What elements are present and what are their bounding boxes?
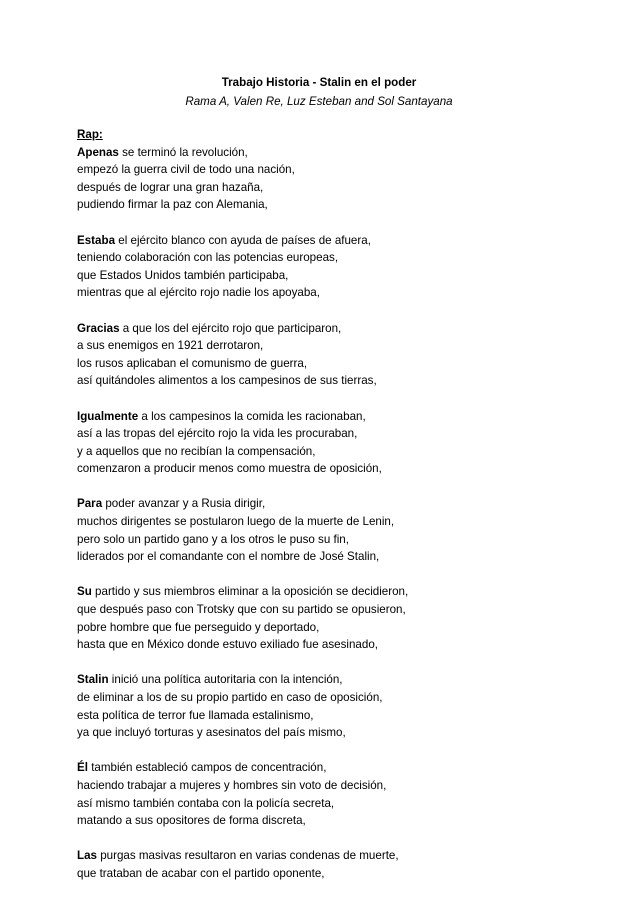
- stanza-lead-word: Estaba: [77, 233, 116, 247]
- stanza-line: pudiendo firmar la paz con Alemania,: [77, 198, 268, 212]
- stanza-lead-word: Él: [77, 761, 88, 775]
- stanza-line: liderados por el comandante con el nombre de José Stalin,: [77, 550, 380, 564]
- stanza-line: mientras que al ejército rojo nadie los apoyaba,: [77, 286, 320, 300]
- stanza-line: ya que incluyó torturas y asesinatos del país mismo,: [77, 726, 346, 740]
- stanza: [77, 583, 577, 653]
- stanza-line: que después paso con Trotsky que con su partido se opusieron,: [77, 603, 406, 617]
- stanza-first-line: [77, 144, 577, 162]
- stanza-lead-word: Su: [77, 585, 92, 599]
- document-title: Trabajo Historia - Stalin en el poder: [221, 76, 417, 89]
- stanza: [77, 847, 577, 882]
- stanza-lead-word: Las: [77, 849, 97, 863]
- stanza-lead-word: Para: [77, 497, 103, 511]
- stanza-first-line-text: a que los del ejército rojo que participaron,: [119, 321, 342, 335]
- stanza-line: los rusos aplicaban el comunismo de guerra,: [77, 356, 308, 370]
- stanza-line: esta política de terror fue llamada estalinismo,: [77, 708, 314, 722]
- stanza-line: comenzaron a producir menos como muestra de oposición,: [77, 462, 382, 476]
- stanza-lead-word: Igualmente: [77, 409, 139, 423]
- stanza: [77, 759, 577, 829]
- stanza: [77, 144, 577, 214]
- stanza-line: así a las tropas del ejército rojo la vida les procuraban,: [77, 427, 358, 441]
- stanza-lead-word: Stalin: [77, 673, 109, 687]
- stanza-first-line-text: partido y sus miembros eliminar a la oposición se decidieron,: [91, 585, 409, 599]
- stanza-lead-word: Gracias: [77, 321, 120, 335]
- stanza: [77, 495, 577, 565]
- stanza-line: de eliminar a los de su propio partido en caso de oposición,: [77, 691, 383, 704]
- stanza-line: haciendo trabajar a mujeres y hombres sin voto de decisión,: [77, 778, 387, 792]
- stanza-line: a sus enemigos en 1921 derrotaron,: [77, 339, 264, 353]
- stanza: [77, 408, 577, 478]
- stanza-first-line-text: purgas masivas resultaron en varias condenas de muerte,: [96, 849, 399, 863]
- stanza-first-line-text: el ejército blanco con ayuda de países de afuera,: [115, 233, 371, 247]
- stanza-line: que trataban de acabar con el partido oponente,: [77, 866, 325, 880]
- stanza-first-line-text: a los campesinos la comida les racionaban,: [138, 409, 366, 423]
- stanza-first-line-text: inició una política autoritaria con la intención,: [108, 673, 343, 687]
- stanza: [77, 320, 577, 390]
- stanza-line: hasta que en México donde estuvo exiliado fue asesinado,: [77, 638, 379, 652]
- stanza-first-line: [77, 847, 577, 865]
- stanza-line: después de lograr una gran hazaña,: [77, 180, 264, 194]
- stanza-first-line-text: se terminó la revolución,: [118, 145, 248, 159]
- stanza-line: pero solo un partido gano y a los otros le puso su fin,: [77, 532, 349, 546]
- stanza: [77, 671, 577, 741]
- lyrics-body: [77, 126, 577, 900]
- stanza-line: empezó la guerra civil de todo una nación,: [77, 163, 295, 177]
- document-authors: Rama A, Valen Re, Luz Esteban and Sol Santayana: [185, 95, 453, 108]
- stanza-line: pobre hombre que fue perseguido y deportado,: [77, 620, 320, 634]
- stanza-first-line-text: poder avanzar y a Rusia dirigir,: [102, 497, 266, 511]
- stanza: [77, 232, 577, 302]
- stanza-first-line: [77, 759, 577, 777]
- stanza-line: así mismo también contaba con la policía secreta,: [77, 796, 335, 810]
- stanza-first-line: [77, 671, 577, 689]
- stanza-line: matando a sus opositores de forma discreta,: [77, 814, 306, 828]
- stanza-lead-word: Apenas: [77, 145, 119, 159]
- stanza-first-line: [77, 320, 577, 338]
- stanza-first-line: [77, 495, 577, 513]
- stanza-line: que Estados Unidos también participaba,: [77, 268, 289, 282]
- section-label: Rap:: [77, 128, 103, 141]
- stanza-first-line: [77, 408, 577, 426]
- stanza-first-line: [77, 232, 577, 250]
- stanza-first-line-text: también estableció campos de concentración,: [87, 761, 327, 775]
- stanza-list: [77, 144, 577, 883]
- stanza-first-line: [77, 583, 577, 601]
- stanza-line: muchos dirigentes se postularon luego de la muerte de Lenin,: [77, 515, 395, 529]
- stanza-line: y a aquellos que no recibían la compensación,: [77, 444, 316, 458]
- stanza-line: así quitándoles alimentos a los campesinos de sus tierras,: [77, 374, 377, 388]
- stanza-line: teniendo colaboración con las potencias europeas,: [77, 251, 339, 265]
